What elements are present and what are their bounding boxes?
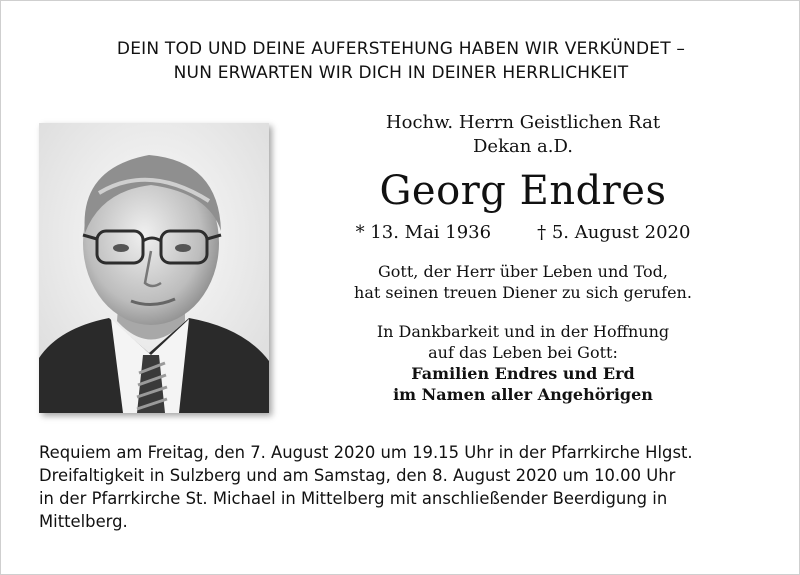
service-information <box>39 441 779 533</box>
title-line-1: Hochw. Herrn Geistlichen Rat <box>385 112 661 133</box>
mourners-families: Familien Endres und Erd <box>411 364 635 383</box>
header-line-2: NUN ERWARTEN WIR DICH IN DEINER HERRLICHKEIT <box>173 63 629 83</box>
death-date: † 5. August 2020 <box>537 222 691 243</box>
title-line-2: Dekan a.D. <box>472 136 573 157</box>
portrait-photo-icon <box>39 123 269 413</box>
service-line-2: Dreifaltigkeit in Sulzberg und am Samstag, den 8. August 2020 um 10.00 Uhr <box>39 466 676 485</box>
mourners-line-2: auf das Leben bei Gott: <box>428 343 618 362</box>
message-line-1: Gott, der Herr über Leben und Tod, <box>378 262 668 281</box>
mourners-relatives: im Namen aller Angehörigen <box>393 385 653 404</box>
birth-date: * 13. Mai 1936 <box>355 222 492 243</box>
deceased-name: Georg Endres <box>379 168 667 214</box>
mourners-line-1: In Dankbarkeit und in der Hoffnung <box>376 322 670 341</box>
life-dates <box>323 221 723 245</box>
service-line-3: in der Pfarrkirche St. Michael in Mittelberg mit anschließender Beerdigung in <box>39 489 668 508</box>
deceased-details <box>323 111 723 405</box>
portrait-photo <box>39 123 269 413</box>
memorial-message <box>323 261 723 303</box>
message-line-2: hat seinen treuen Diener zu sich gerufen. <box>354 283 692 302</box>
scripture-header <box>1 37 800 85</box>
service-line-1: Requiem am Freitag, den 7. August 2020 um 19.15 Uhr in der Pfarrkirche Hlgst. <box>39 443 693 462</box>
mourners-section <box>323 321 723 405</box>
header-line-1: DEIN TOD UND DEINE AUFERSTEHUNG HABEN WIR VERKÜNDET – <box>116 39 686 59</box>
service-line-4: Mittelberg. <box>39 512 128 531</box>
